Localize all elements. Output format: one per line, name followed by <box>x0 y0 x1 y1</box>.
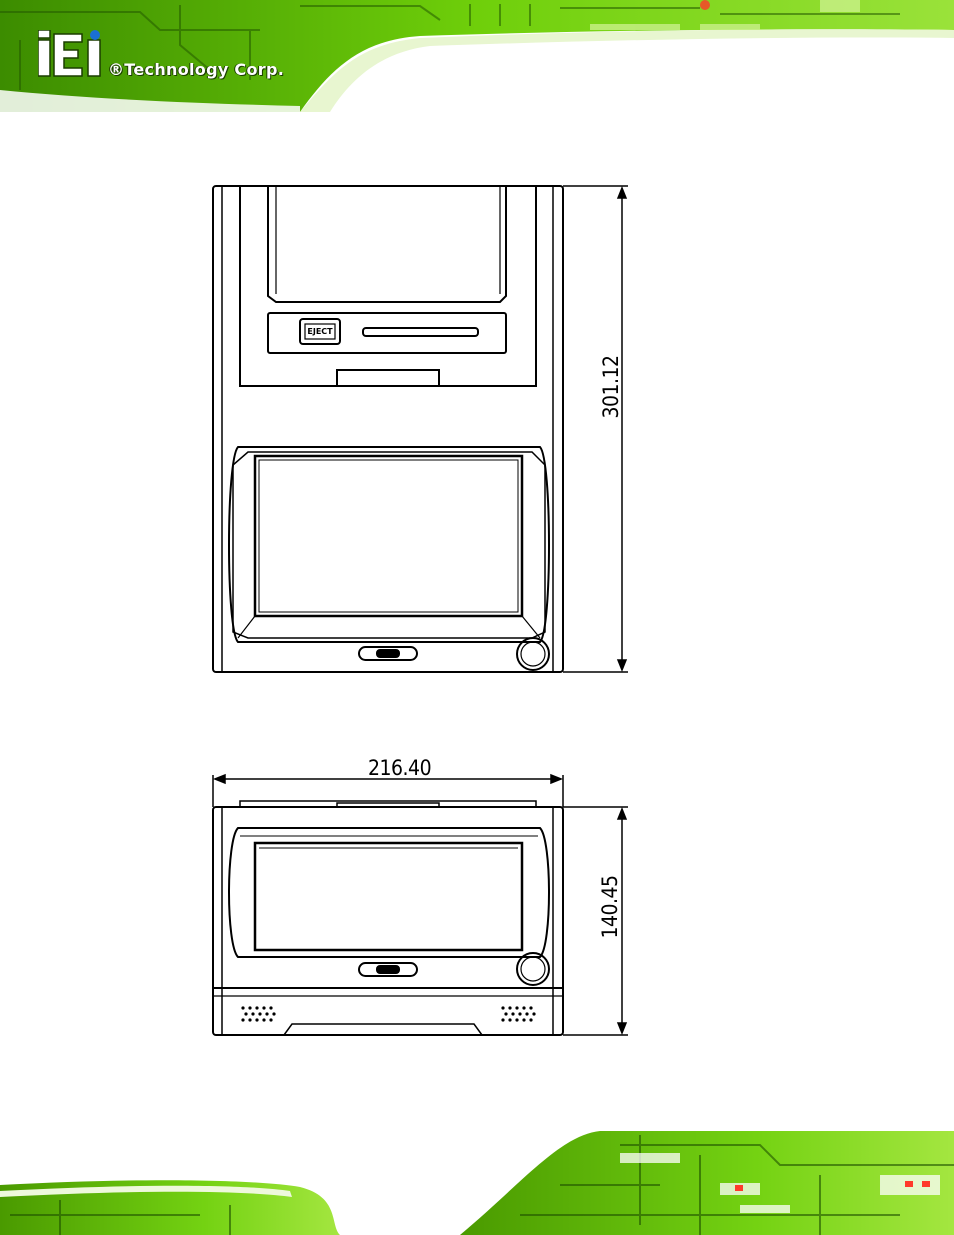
speaker-grille-left-icon <box>241 1006 275 1021</box>
height-dimension-bottom: 140.45 <box>598 875 622 939</box>
company-name: ®Technology Corp. <box>108 60 285 79</box>
eject-label: EJECT <box>307 327 333 336</box>
height-dimension-front: 301.12 <box>599 355 623 419</box>
speaker-grille-right-icon <box>501 1006 535 1021</box>
bottom-view <box>213 801 563 1035</box>
front-view <box>213 186 563 672</box>
page-footer-banner <box>0 1125 954 1235</box>
height-dimension-line-front <box>563 186 628 672</box>
circuit-board-footer-graphic <box>0 1125 954 1235</box>
width-dimension: 216.40 <box>368 756 432 780</box>
